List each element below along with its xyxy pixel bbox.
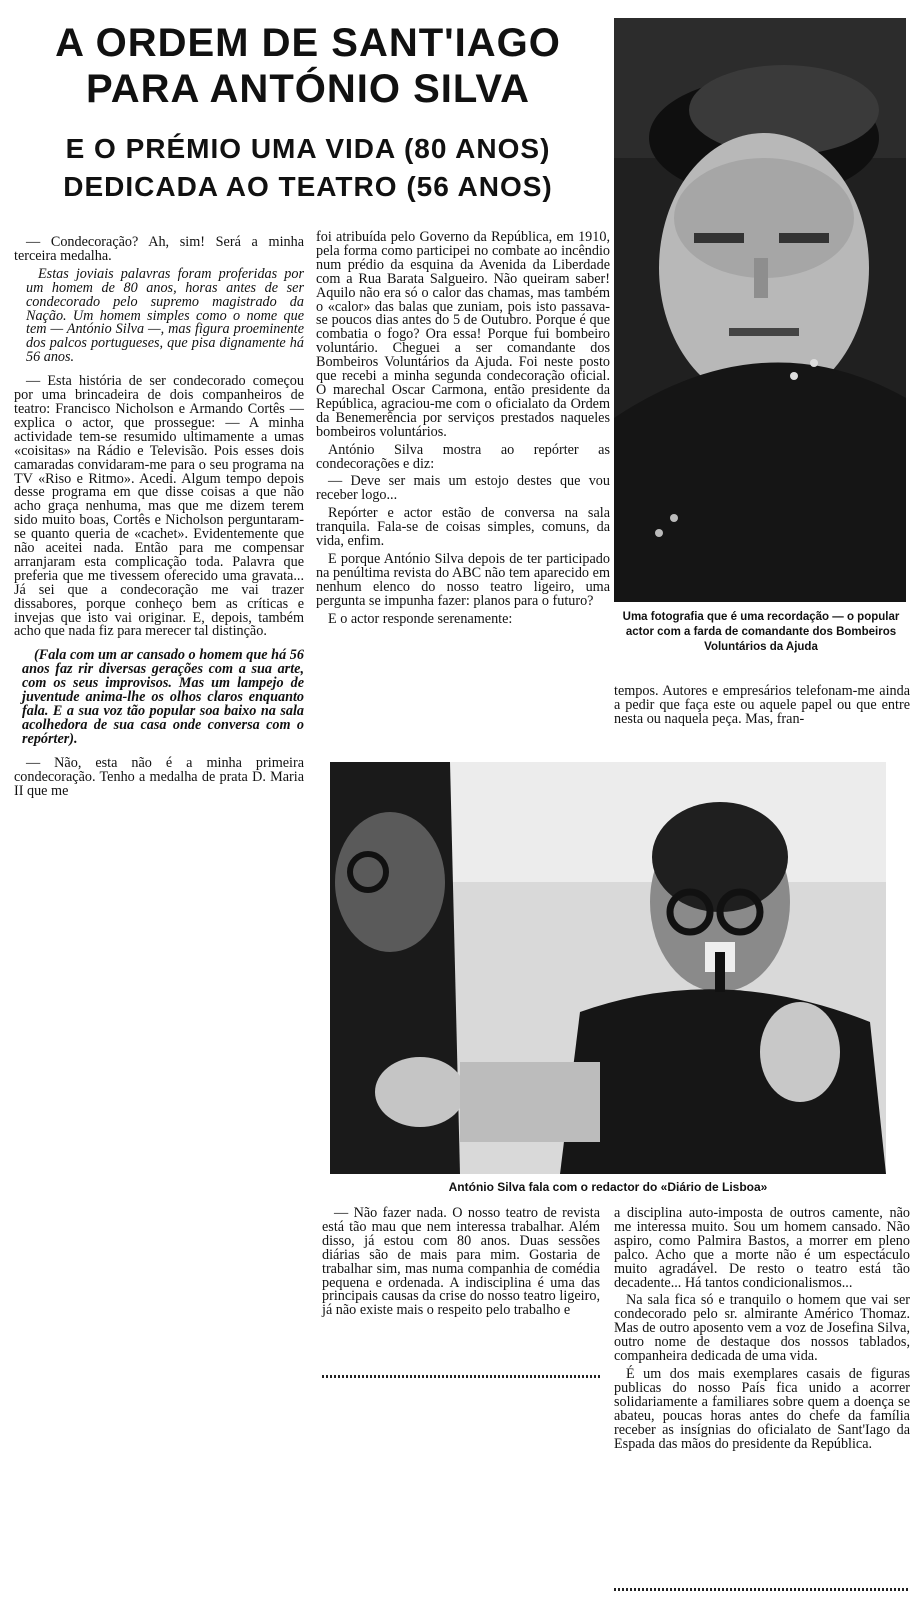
photo-interview [330,762,886,1174]
column-divider-rule [322,1375,600,1378]
paragraph: tempos. Autores e empresários telefonam-me ainda a pedir que faça este ou aquele papel ou que entre nesta ou naquela peça. Mas, fran- [614,683,910,727]
paragraph: Na sala fica só e tranquilo o homem que vai ser condecorado pelo sr. almirante Américo Thomaz. Mas de outro aposento vem a voz de Josefina Silva, outro nome de destaque dos nossos tablados, companheira dedicada de uma vida. [614,1292,910,1365]
article-column-bottom-1 [322,1207,600,1322]
article-column-2 [316,231,610,630]
photo-uniform-portrait [614,18,906,602]
article-column-1 [14,236,304,802]
paragraph: foi atribuída pelo Governo da República, em 1910, pela forma como participei no combate ao incêndio num prédio da esquina da Avenida da Liberdade com a Rua Barata Salgueiro. Não queiram saber! Aquilo não era só o calor das chamas, mas também o «calor» das balas que zuniam, pois isto passava-se poucos dias antes do 5 de Outubro. Porque é que combatia o fogo? Ora essa! Porque fui bombeiro voluntário. Cheguei a ser comandante dos Bombeiros Voluntários da Ajuda. Foi neste posto que recebi a minha segunda condecoração oficial. O marechal Oscar Carmona, então presidente da República, agraciou-me com o oficialato da Ordem da Benemerência por serviços prestados naqueles bombeiros voluntários. [316,229,610,440]
paragraph: — Condecoração? Ah, sim! Será a minha terceira medalha. [14,234,304,264]
headline-main [8,20,608,112]
article-column-3-top [614,685,910,731]
paragraph: E o actor responde serenamente: [328,610,513,627]
paragraph: É um dos mais exemplares casais de figuras publicas do nosso País fica unido a acorrer solidariamente a familiares sobre quem a doença se abateu, poucas horas antes do chefe da família receber as insígnias do oficialato de Sant'Iago da Espada das mãos do presidente da República. [614,1365,910,1452]
paragraph: — Não fazer nada. O nosso teatro de revista está tão mau que nem interessa trabalhar. Além disso, já estou com 80 anos. Duas sessões diárias são de mais para mim. Gostaria de trabalhar sim, mas numa companhia de comédia pequena e ordenada. A indisciplina é uma das principais causas da crise do nosso teatro ligeiro, já não existe mais o respeito pelo trabalho e [322,1205,600,1319]
portrait-illustration [614,18,906,602]
headline-line-3: E O PRÉMIO UMA VIDA (80 ANOS) [65,133,551,164]
interview-illustration [330,762,886,1174]
headline-line-2: PARA ANTÓNIO SILVA [86,67,530,111]
headline-line-4: DEDICADA AO TEATRO (56 ANOS) [63,171,553,202]
paragraph: — Não, esta não é a minha primeira condecoração. Tenho a medalha de prata D. Maria II que me [14,754,304,799]
headline-line-1: A ORDEM DE SANT'IAGO [55,21,561,65]
paragraph: — Esta história de ser condecorado começou por uma brincadeira de dois companheiros de teatro: Francisco Nicholson e Armando Cortês — explica o actor, que prossegue: — A minha actividade tem-se resumido ultimamente a umas «coisitas» na Rádio e Televisão. Pois esses dois camaradas convidaram-me para o seu programa na TV «Riso e Ritmo». Acedi. Algum tempo depois desse programa em que disse coisas a que não acho graça nenhuma, mas que me dizem terem sido muito boas, Cortês e Nicholson perguntaram-se quanto queria de «cachet». Evidentemente que não aceitei nada. Então para me compensar arranjaram esta complicação toda. Palavra que preferia que me tivessem oferecido uma gravata... Já sei que a condecoração me vai trazer dissabores, porque conheço bem as críticas e invejas que isto vai originar. E, depois, também acho que nada fiz para merecer tal distinção. [14,373,304,640]
photo-caption-bottom: António Silva fala com o redactor do «Diário de Lisboa» [448,1180,768,1194]
paragraph: Repórter e actor estão de conversa na sala tranquila. Fala-se de coisas simples, comuns, da vida, enfim. [316,505,610,550]
headline-sub [8,130,608,206]
paragraph: António Silva mostra ao repórter as condecorações e diz: [316,441,610,472]
paragraph-aside: (Fala com um ar cansado o homem que há 56 anos faz rir diversas gerações com a sua arte, com os seus improvisos. Mas um lampejo de juventude anima-lhe os olhos claros enquanto fala. E a sua voz tão popular soa baixo na sala acolhedora de sua casa onde conversa com o repórter). [22,647,304,747]
paragraph: — Deve ser mais um estojo destes que vou receber logo... [316,473,610,504]
paragraph-intro: Estas joviais palavras foram proferidas por um homem de 80 anos, horas antes de ser condecorado pelo supremo magistrado da Nação. Um homem simples como o nome que tem — António Silva —, mas figura proeminente dos palcos portugueses, que pisa dignamente há 56 anos. [26,265,304,366]
paragraph: E porque António Silva depois de ter participado na penúltima revista do ABC não tem aparecido em nenhum elenco do nosso teatro ligeiro, uma pergunta se impunha fazer: planos para o futuro? [316,550,610,609]
photo-caption-top: Uma fotografia que é uma recordação — o popular actor com a farda de comandante dos Bombeiros Voluntários da Ajuda [622,611,900,653]
paragraph: a disciplina auto-imposta de outros camente, não me interessa muito. Sou um homem cansado. Não aspiro, como Palmira Bastos, a morrer em pleno palco. Acho que a morte não é um espectáculo muito agradável. De resto o teatro está tão decadente... Há tantos condicionalismos... [614,1205,910,1291]
article-column-bottom-2 [614,1207,910,1455]
column-end-rule [614,1588,910,1591]
